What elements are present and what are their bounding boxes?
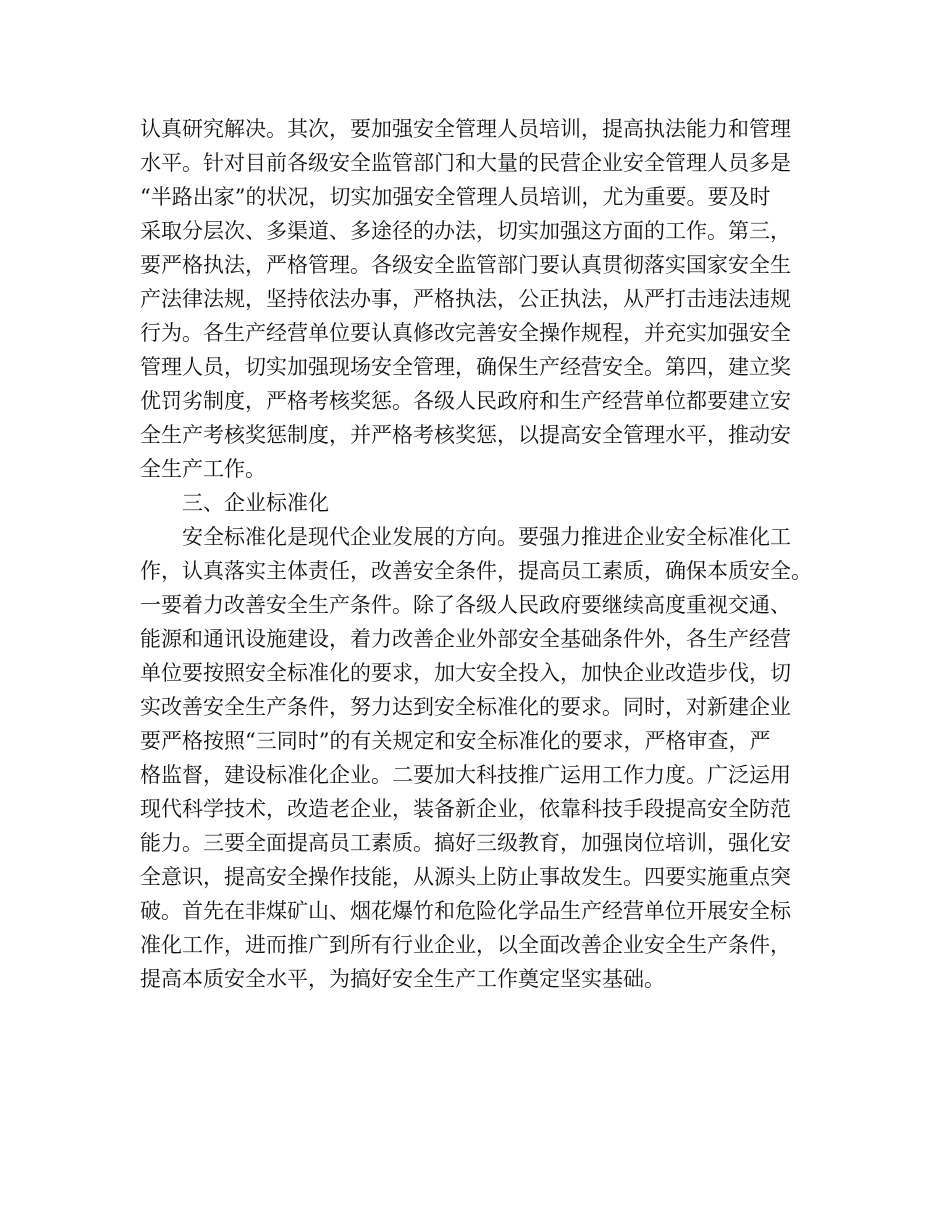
text-line: 格监督，建设标准化企业。二要加大科技推广运用工作力度。广泛运用 [140,763,791,787]
text-line: 全生产考核奖惩制度，并严格考核奖惩，以提高安全管理水平，推动安 [140,423,791,447]
paragraph [140,520,830,996]
text-line: 要严格按照“三同时”的有关规定和安全标准化的要求，严格审查，严 [140,729,771,753]
text-line: 能力。三要全面提高员工素质。搞好三级教育，加强岗位培训，强化安 [140,831,791,855]
text-line: 单位要按照安全标准化的要求，加大安全投入，加快企业改造步伐，切 [140,661,791,685]
text-line: 提高本质安全水平，为搞好安全生产工作奠定坚实基础。 [140,967,665,991]
text-line: 破。首先在非煤矿山、烟花爆竹和危险化学品生产经营单位开展安全标 [140,899,791,923]
text-line: 行为。各生产经营单位要认真修改完善安全操作规程，并充实加强安全 [140,321,791,345]
text-line: 全意识，提高安全操作技能，从源头上防止事故发生。四要实施重点突 [140,865,791,889]
text-line: 一要着力改善安全生产条件。除了各级人民政府要继续高度重视交通、 [140,593,791,617]
text-line: 采取分层次、多渠道、多途径的办法，切实加强这方面的工作。第三， [140,219,791,243]
text-line: 能源和通讯设施建设，着力改善企业外部安全基础条件外，各生产经营 [140,627,791,651]
text-line: 三、企业标准化 [182,491,329,515]
text-line: 优罚劣制度，严格考核奖惩。各级人民政府和生产经营单位都要建立安 [140,389,791,413]
text-line: “半路出家”的状况，切实加强安全管理人员培训，尤为重要。要及时 [140,185,771,209]
text-line: 管理人员，切实加强现场安全管理，确保生产经营安全。第四，建立奖 [140,355,791,379]
text-line: 作，认真落实主体责任，改善安全条件，提高员工素质，确保本质安全。 [140,559,812,583]
paragraph [140,112,830,486]
text-line: 现代科学技术，改造老企业，装备新企业，依靠科技手段提高安全防范 [140,797,791,821]
text-line: 实改善安全生产条件，努力达到安全标准化的要求。同时，对新建企业 [140,695,791,719]
text-line: 产法律法规，坚持依法办事，严格执法，公正执法，从严打击违法违规 [140,287,791,311]
text-line: 要严格执法，严格管理。各级安全监管部门要认真贯彻落实国家安全生 [140,253,791,277]
text-line: 全生产工作。 [140,457,266,481]
text-line: 准化工作，进而推广到所有行业企业，以全面改善企业安全生产条件， [140,933,791,957]
text-line: 水平。针对目前各级安全监管部门和大量的民营企业安全管理人员多是 [140,151,791,175]
text-line: 认真研究解决。其次，要加强安全管理人员培训，提高执法能力和管理 [140,117,791,141]
paragraph [140,486,830,520]
document-body [140,112,830,996]
text-line: 安全标准化是现代企业发展的方向。要强力推进企业安全标准化工 [182,525,791,549]
